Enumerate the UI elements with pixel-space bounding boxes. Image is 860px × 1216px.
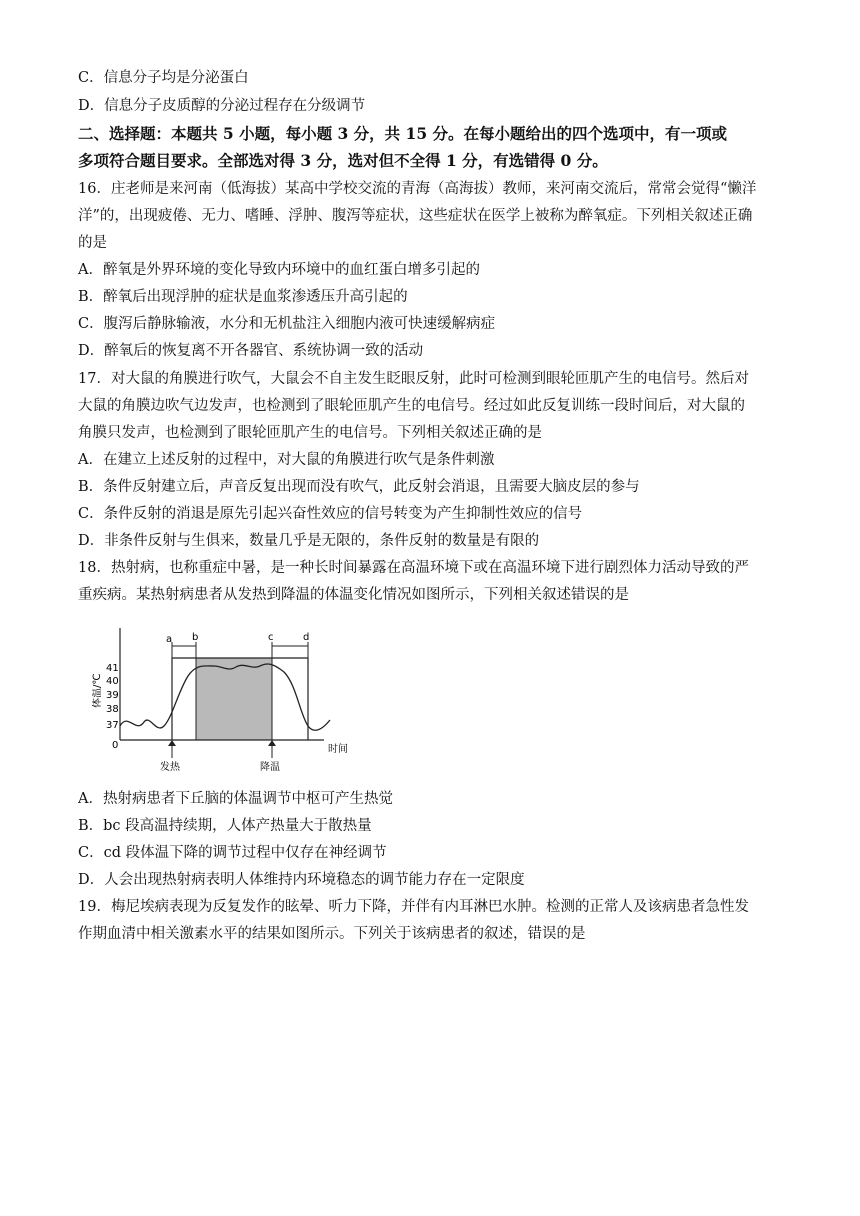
- question-17-option-c: C．条件反射的消退是原先引起兴奋性效应的信号转变为产生抑制性效应的信号: [78, 506, 583, 522]
- label-d: d: [303, 632, 310, 643]
- temperature-figure: [92, 622, 352, 772]
- y-tick-38: 38: [106, 704, 119, 715]
- question-19-text: 19．梅尼埃病表现为反复发作的眩晕、听力下降，并伴有内耳淋巴水肿。检测的正常人及该病患者急性发: [78, 899, 749, 915]
- fever-label: 发热: [160, 762, 180, 772]
- question-18-option-d: D．人会出现热射病表明人体维持内环境稳态的调节能力存在一定限度: [78, 872, 525, 888]
- question-17-text-cont: 大鼠的角膜边吹气边发声，也检测到了眼轮匝肌产生的电信号。经过如此反复训练一段时间后，对大鼠的: [78, 398, 745, 414]
- question-18-text-cont: 重疾病。某热射病患者从发热到降温的体温变化情况如图所示，下列相关叙述错误的是: [78, 587, 629, 603]
- question-17-option-d: D．非条件反射与生俱来，数量几乎是无限的，条件反射的数量是有限的: [78, 533, 540, 549]
- question-18-text: 18．热射病，也称重症中暑，是一种长时间暴露在高温环境下或在高温环境下进行剧烈体力活动导致的严: [78, 560, 749, 576]
- option-16c-prev: C．信息分子均是分泌蛋白: [78, 70, 249, 86]
- y-tick-40: 40: [106, 676, 119, 687]
- option-16d-prev: D．信息分子皮质醇的分泌过程存在分级调节: [78, 98, 366, 114]
- bc-shaded-region: [196, 658, 272, 740]
- y-axis-label: 体温/℃: [92, 673, 103, 708]
- fever-arrow-head: [168, 740, 176, 746]
- question-16-text-end: 的是: [78, 235, 107, 251]
- label-a: a: [166, 634, 173, 645]
- section-heading-cont: 多项符合题目要求。全部选对得 3 分，选对但不全得 1 分，有选错得 0 分。: [78, 151, 608, 170]
- question-17-text: 17．对大鼠的角膜进行吹气，大鼠会不自主发生眨眼反射，此时可检测到眼轮匝肌产生的电信号。然后对: [78, 371, 749, 387]
- question-17-option-b: B．条件反射建立后，声音反复出现而没有吹气，此反射会消退，且需要大脑皮层的参与: [78, 479, 640, 495]
- question-18-option-c: C．cd 段体温下降的调节过程中仅存在神经调节: [78, 845, 387, 861]
- cooling-arrow-head: [268, 740, 276, 746]
- question-18-option-a: A．热射病患者下丘脑的体温调节中枢可产生热觉: [78, 791, 393, 807]
- question-19-text-cont: 作期血清中相关激素水平的结果如图所示。下列关于该病患者的叙述，错误的是: [78, 926, 586, 942]
- origin-label: 0: [112, 740, 119, 751]
- label-c: c: [268, 632, 274, 643]
- y-tick-39: 39: [106, 690, 119, 701]
- question-17-text-end: 角膜只发声，也检测到了眼轮匝肌产生的电信号。下列相关叙述正确的是: [78, 425, 542, 441]
- y-tick-41: 41: [106, 663, 119, 674]
- question-16-option-d: D．醉氧后的恢复离不开各器官、系统协调一致的活动: [78, 343, 424, 359]
- question-16-option-a: A．醉氧是外界环境的变化导致内环境中的血红蛋白增多引起的: [78, 262, 480, 278]
- section-heading: 二、选择题：本题共 5 小题，每小题 3 分，共 15 分。在每小题给出的四个选项中，有一项或: [78, 124, 728, 143]
- question-16-option-c: C．腹泻后静脉输液，水分和无机盐注入细胞内液可快速缓解病症: [78, 316, 496, 332]
- question-18-option-b: B．bc 段高温持续期，人体产热量大于散热量: [78, 818, 372, 834]
- cooling-label: 降温: [260, 762, 280, 772]
- question-16-text: 16．庄老师是来河南（低海拔）某高中学校交流的青海（高海拔）教师，来河南交流后，常常会觉得“懒洋: [78, 181, 757, 197]
- label-b: b: [192, 632, 199, 643]
- question-17-option-a: A．在建立上述反射的过程中，对大鼠的角膜进行吹气是条件刺激: [78, 452, 495, 468]
- x-axis-label: 时间: [328, 744, 348, 755]
- question-16-text-cont: 洋”的，出现疲倦、无力、嗜睡、浮肿、腹泻等症状，这些症状在医学上被称为醉氧症。下列相关叙述正确: [78, 208, 753, 224]
- y-tick-37: 37: [106, 720, 119, 731]
- question-16-option-b: B．醉氧后出现浮肿的症状是血浆渗透压升高引起的: [78, 289, 408, 305]
